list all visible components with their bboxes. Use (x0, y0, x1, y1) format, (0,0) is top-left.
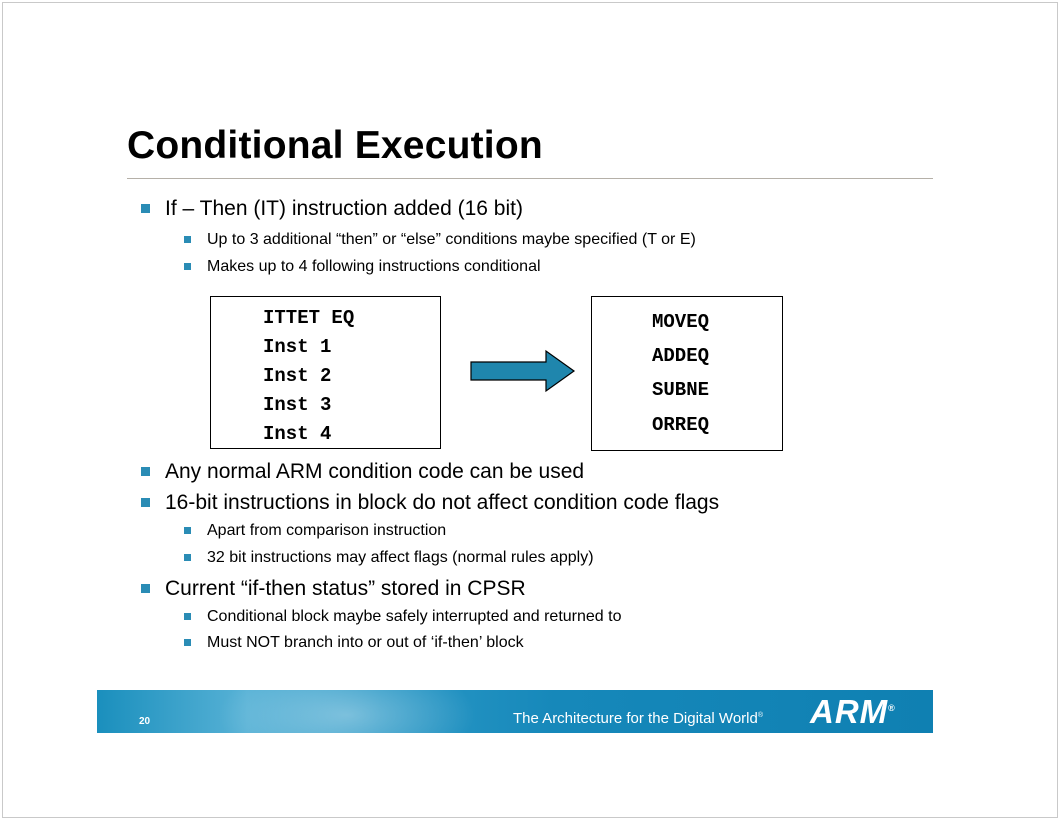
square-bullet-icon (184, 527, 191, 534)
footer-banner (97, 690, 933, 733)
square-bullet-icon (184, 613, 191, 620)
tagline-text: The Architecture for the Digital World (513, 710, 758, 727)
square-bullet-icon (184, 236, 191, 243)
sub-bullet-item (207, 608, 621, 626)
square-bullet-icon (141, 584, 150, 593)
bullet-text: Apart from comparison instruction (207, 522, 447, 539)
footer-decoration (217, 690, 477, 733)
bullet-text: Up to 3 additional “then” or “else” conditions maybe specified (T or E) (207, 231, 696, 248)
code-line: ORREQ (652, 414, 710, 436)
title-divider (127, 178, 933, 179)
right-arrow-icon (468, 348, 578, 394)
sub-bullet-item (207, 258, 541, 276)
slide-title: Conditional Execution (127, 124, 543, 167)
square-bullet-icon (184, 639, 191, 646)
sub-bullet-item (207, 522, 446, 540)
sub-bullet-item (207, 634, 524, 652)
bullet-item (165, 460, 584, 484)
bullet-text: Any normal ARM condition code can be used (165, 460, 585, 483)
footer-tagline (513, 710, 763, 727)
code-line: Inst 3 (263, 394, 332, 416)
page-number: 20 (139, 716, 151, 727)
bullet-item (165, 577, 526, 601)
bullet-text: 16-bit instructions in block do not affect condition code flags (165, 491, 720, 514)
bullet-text: Makes up to 4 following instructions conditional (207, 258, 541, 275)
sub-bullet-item (207, 231, 696, 249)
code-line: SUBNE (652, 379, 710, 401)
bullet-text: If – Then (IT) instruction added (16 bit) (165, 197, 523, 220)
square-bullet-icon (141, 204, 150, 213)
expanded-code-box (591, 296, 783, 451)
bullet-item (165, 491, 719, 515)
bullet-text: Must NOT branch into or out of ‘if-then’ block (207, 634, 524, 651)
square-bullet-icon (184, 554, 191, 561)
square-bullet-icon (184, 263, 191, 270)
registered-mark: ® (888, 703, 896, 713)
code-line: Inst 4 (263, 423, 332, 445)
it-block-code-box (210, 296, 441, 449)
arm-logo (810, 693, 896, 731)
bullet-text: Current “if-then status” stored in CPSR (165, 577, 526, 600)
code-line: ADDEQ (652, 345, 710, 367)
bullet-item (165, 197, 523, 221)
square-bullet-icon (141, 467, 150, 476)
bullet-text: Conditional block maybe safely interrupted and returned to (207, 608, 622, 625)
code-line: Inst 2 (263, 365, 332, 387)
code-line: Inst 1 (263, 336, 332, 358)
registered-mark: ® (757, 712, 763, 719)
sub-bullet-item (207, 549, 594, 567)
code-line: MOVEQ (652, 311, 710, 333)
bullet-text: 32 bit instructions may affect flags (normal rules apply) (207, 549, 594, 566)
code-line: ITTET EQ (263, 307, 355, 329)
square-bullet-icon (141, 498, 150, 507)
logo-text: ARM (810, 693, 889, 730)
